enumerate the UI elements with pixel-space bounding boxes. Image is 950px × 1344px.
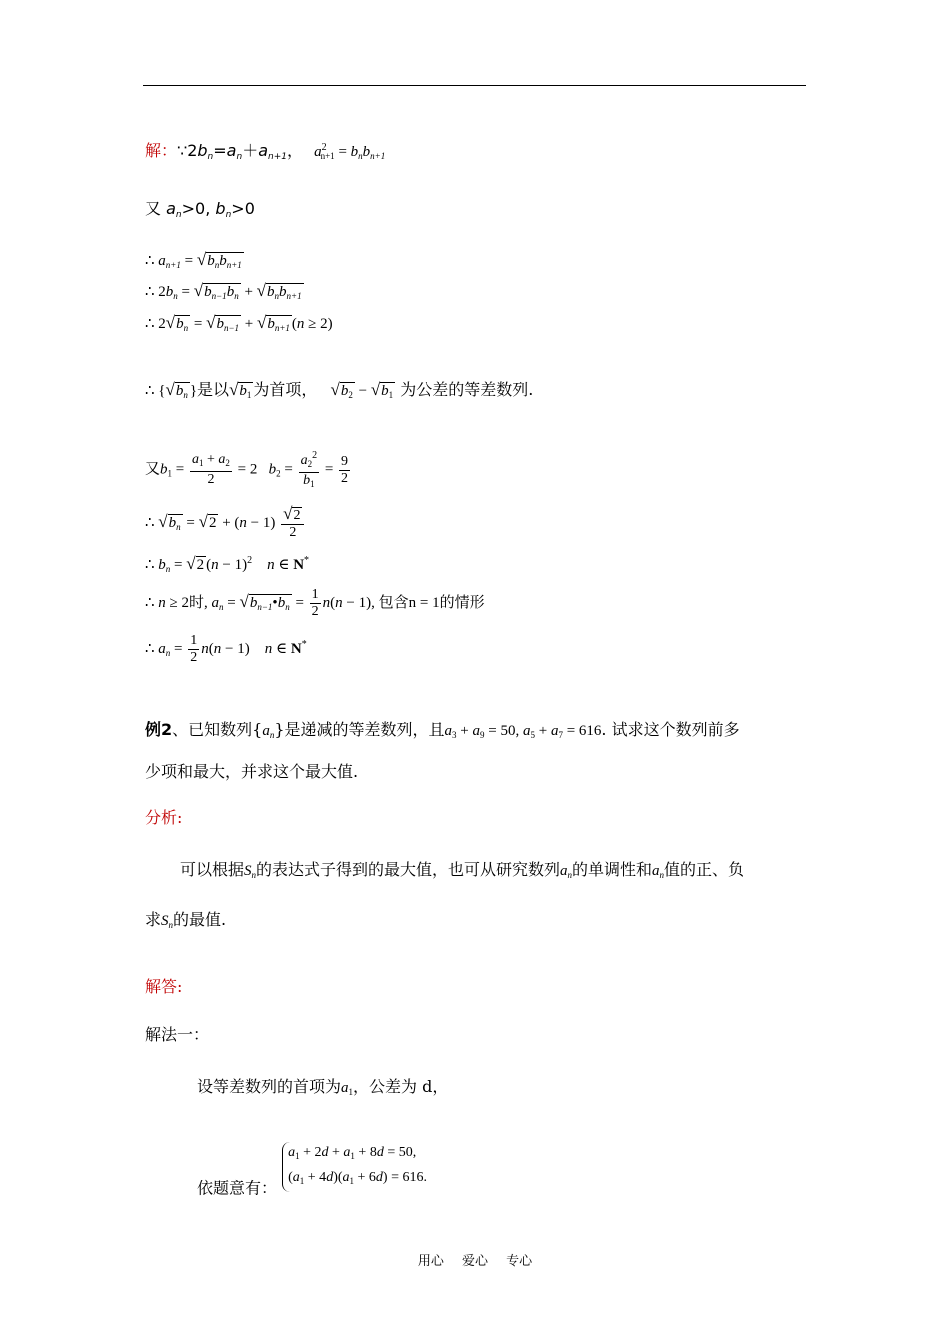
analysis-label: 分析:	[145, 808, 183, 827]
analysis-text-2: 的表达式子得到的最大值，也可从研究数列	[256, 860, 561, 879]
ex2-text-1: 、已知数列{	[172, 720, 263, 739]
analysis-text-1: 可以根据	[180, 860, 245, 879]
jie-label: 解：	[145, 141, 178, 160]
positivity-condition: $a_n>0$, $b_n>0$	[166, 199, 255, 220]
ex2-text-2: }是递减的等差数列，且	[274, 720, 445, 739]
analysis-text-6: 的最值.	[173, 910, 227, 929]
header-rule	[143, 85, 806, 86]
bn-formula: ∴ $b_n = √2$ $(n - 1)^2$ n ∈ N*	[145, 554, 310, 574]
analysis-line-1: 可以根据$S_n$的表达式子得到的最大值，也可从研究数列$a_n$的单调性和$a_n$值的正、负	[180, 860, 745, 880]
seq-desc-1: 是以	[197, 380, 230, 399]
setup-text-2: ，公差为 d，	[353, 1077, 449, 1096]
analysis-text-3: 的单调性和	[572, 860, 653, 879]
because-formula: $\because 2b_n=a_n+a_{n+1}$，	[177, 141, 304, 162]
jiefa-label: 解法一：	[145, 1025, 210, 1044]
derive-line-3: ∴ $2√b_n = √b_{n-1} + √b_{n+1}$ (n ≥ 2)	[145, 313, 333, 333]
solution-line-2	[145, 199, 255, 225]
you-label-2: 又	[145, 461, 161, 478]
you-label: 又	[145, 199, 162, 218]
setup-text-1: 设等差数列的首项为	[197, 1077, 342, 1096]
ex2-text-3: . 试求这个数列前多	[601, 720, 740, 739]
seq-desc-3: 为公差的等差数列.	[400, 380, 534, 399]
example-2-line-1: 例2、已知数列$\{a_n\}$是递减的等差数列，且$a_3 + a_9 = 50$, $a_5 + a_7 = 616$. 试求这个数列前多	[145, 720, 740, 740]
setup-line: 设等差数列的首项为$a_1$，公差为 d，	[197, 1077, 449, 1097]
case-text: 包含n = 1的情形	[378, 594, 485, 611]
page-footer: 用心 爱心 专心	[417, 1254, 533, 1269]
sequence-statement: ∴ {$√b_n$ }是以$√b_1$ 为首项， $√b_2 - √b_1$ 为公差的等差数列.	[145, 380, 534, 400]
an-case-line: ∴ n ≥ 2时, $a_n$ = $√b_{n-1}•b_n$ = $\frac{1}{2}$ n(n − 1), 包含n = 1的情形	[145, 587, 485, 619]
jieda-label: 解答:	[145, 977, 183, 996]
sqrt-bn-formula: ∴ $√b_n = √2 + (n - 1)$ $\frac{√2}{2}$	[145, 506, 306, 541]
formula-a-sq: $a^2_{n+1} = b_nb_{n+1}$	[314, 142, 386, 161]
seq-desc-2: 为首项，	[253, 380, 318, 399]
analysis-text-5: 求	[145, 910, 162, 929]
example-2-line-2: 少项和最大，并求这个最大值.	[145, 762, 359, 781]
b1-b2-values: 又$b_1$ = $\frac{a_1 + a_2}{2}$ = 2 $b_2$ = $\frac{a_2^2}{b_1}$ = $\frac{9}{2}$	[145, 450, 349, 489]
equation-system: $a_1 + 2d + a_1 + 8d = 50$, $(a_1 + 4d)(a_1 + 6d) = 616$.	[282, 1142, 427, 1192]
analysis-line-2: 求$S_n$的最值.	[145, 910, 227, 930]
system-line	[197, 1142, 427, 1199]
example-label: 例2	[145, 720, 173, 739]
an-final-formula: ∴ $a_n$ = $\frac{1}{2}$ n(n − 1) n ∈ N*	[145, 633, 307, 665]
analysis-text-4: 值的正、负	[664, 860, 745, 879]
yiti-label: 依题意有：	[197, 1178, 278, 1198]
solution-line-1	[145, 138, 385, 167]
derive-line-2: ∴ $2b_n = √b_{n-1}b_n + √b_nb_{n+1}$	[145, 281, 302, 301]
derive-line-1: ∴ $a_{n+1} = √b_nb_{n+1}$	[145, 250, 242, 270]
